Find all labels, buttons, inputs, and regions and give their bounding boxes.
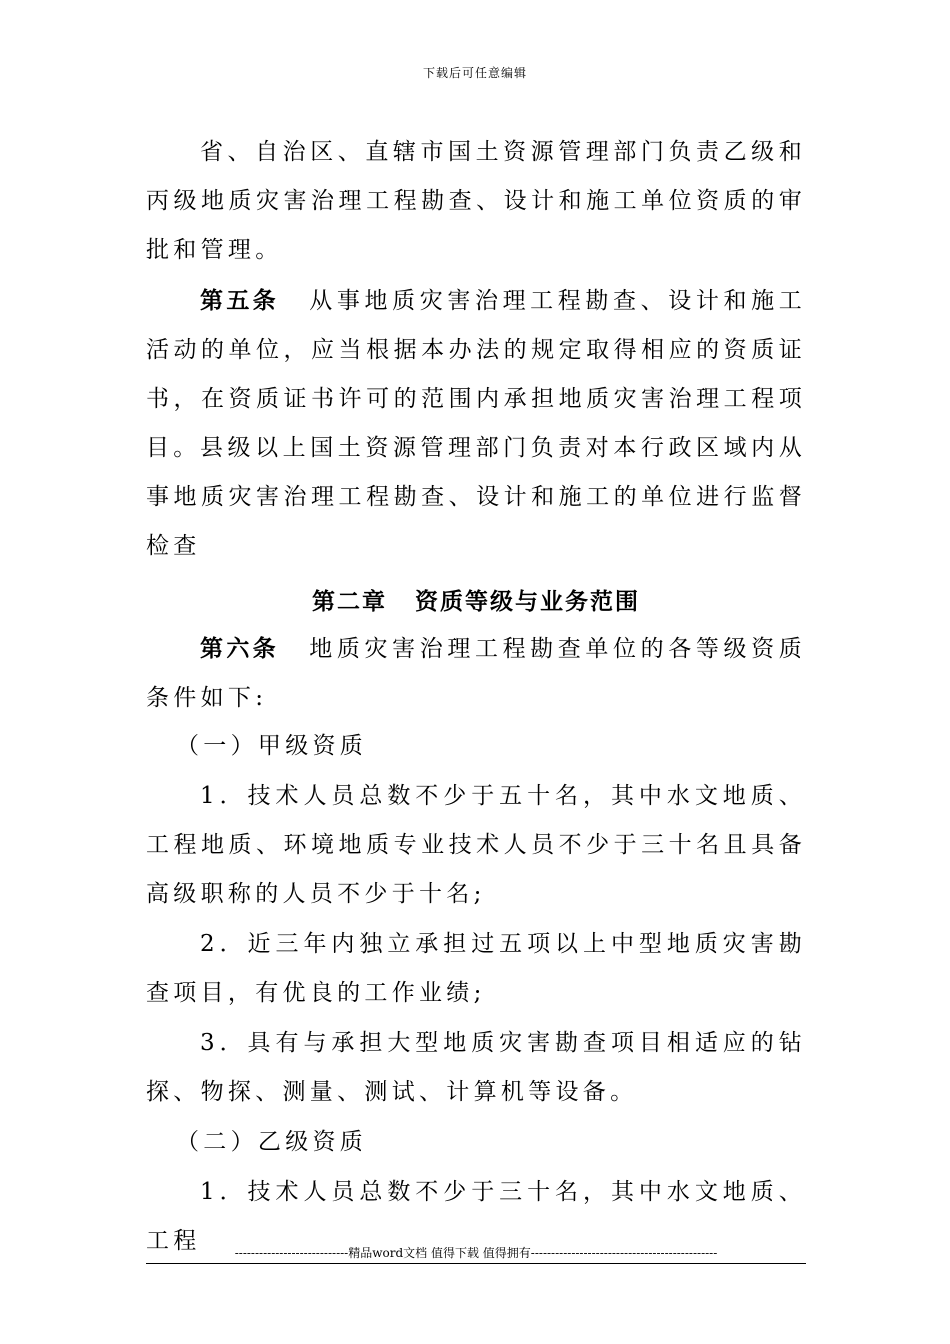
article-5-title: 第五条 [200, 287, 279, 314]
page-header: 下载后可任意编辑 [422, 66, 527, 80]
article-5-body: 从事地质灾害治理工程勘查、设计和施工活动的单位，应当根据本办法的规定取得相应的资质证书，在资质证书许可的范围内承担地质灾害治理工程项目。 [146, 288, 807, 461]
chapter-heading [146, 577, 806, 626]
page-footer: ----------------------------精品word文档 值得下载 值得拥有---------------------------------------------- [234, 1246, 718, 1260]
item-b-1: 1．技术人员总数不少于三十名，其中水文地质、工程 [146, 1179, 806, 1254]
chapter-number: 第二章 [312, 588, 387, 615]
paragraph-p1: 省、自治区、直辖市国土资源管理部门负责乙级和丙级地质灾害治理工程勘查、设计和施工单位资质的审批和管理。 [146, 139, 806, 263]
item-a-1: 1．技术人员总数不少于五十名，其中水文地质、工程地质、环境地质专业技术人员不少于三十名且具备高级职称的人员不少于十名; [146, 783, 806, 907]
section-grade-a: （一）甲级资质 [176, 733, 368, 759]
item-a-3: 3．具有与承担大型地质灾害勘查项目相适应的钻探、物探、测量、测试、计算机等设备。 [146, 1030, 806, 1105]
paragraph-p3: 县级以上国土资源管理部门负责对本行政区域内从事地质灾害治理工程勘查、设计和施工的单位进行监督检查 [146, 435, 806, 559]
item-a-2: 2．近三年内独立承担过五项以上中型地质灾害勘查项目，有优良的工作业绩; [146, 931, 806, 1006]
article-6-title: 第六条 [200, 635, 279, 662]
section-grade-b: （二）乙级资质 [176, 1129, 368, 1155]
article-6 [146, 624, 806, 723]
chapter-title: 资质等级与业务范围 [415, 588, 640, 615]
footer-divider [146, 1263, 806, 1264]
article-6-body: 地质灾害治理工程勘查单位的各等级资质条件如下: [146, 636, 807, 711]
